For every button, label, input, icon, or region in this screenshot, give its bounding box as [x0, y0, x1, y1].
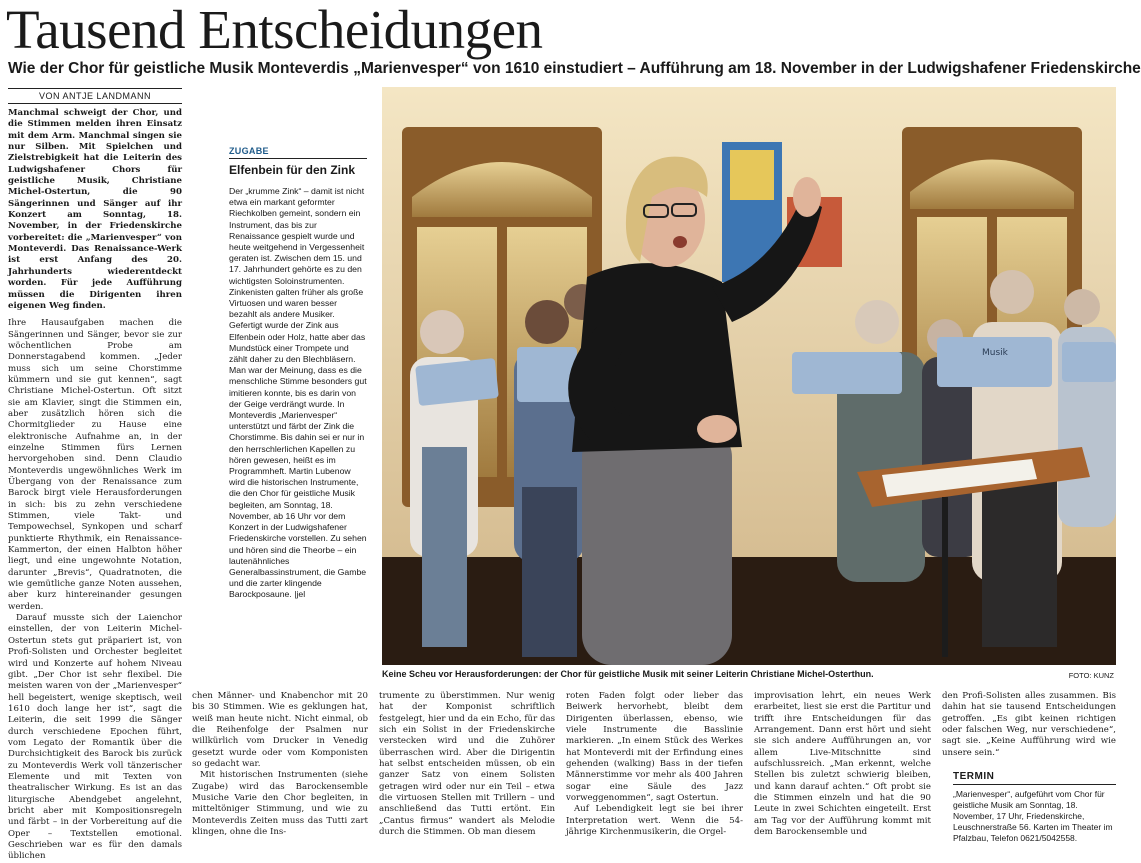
article-column-3 [379, 691, 555, 851]
photo-caption: Keine Scheu vor Herausforderungen: der Chor für geistliche Musik mit seiner Leiterin Christiane Michel-Osterthun. [382, 669, 874, 679]
body-paragraph: den Profi-Solisten alles zusammen. Bis dahin hat sie tausend Entscheidungen getroffen. „Es gibt keinen richtigen oder falschen Weg, nur verschiedene“, sagt sie. „Keine Aufführung wird wie unsere sein.“ [942, 691, 1116, 758]
photo-credit: FOTO: KUNZ [1068, 671, 1114, 680]
body-paragraph: chen Männer- und Knabenchor mit 20 bis 30 Stimmen. Wie es geklungen hat, weiß man heute nicht. Nicht einmal, ob die Reihenfolge der Psalmen nur willkürlich vom Drucker in Venedig gesetzt wurde oder vom Komponisten so gedacht war. [192, 691, 368, 770]
article-column-4 [566, 691, 743, 851]
byline: VON ANTJE LANDMANN [8, 88, 182, 104]
article-column-2 [192, 691, 368, 851]
termin-box [953, 771, 1116, 851]
booklet-label: Musik [982, 348, 1008, 358]
lead-paragraph: Manchmal schweigt der Chor, und die Stimmen melden ihren Einsatz mit dem Arm. Manchmal singen sie nur Silben. Mit Spielchen und Zielstrebigkeit hat die Leiterin des Ludwigshafener Chors für geistliche Musik, Christiane Michel-Ostertun, die 90 Sängerinnen und Sänger auf ihr Konzert am Sonntag, 18. November, in der Friedenskirche vorbereitet: die „Marienvesper“ von Monteverdi. Das Renaissance-Werk ist erst Anfang des 20. Jahrhunderts wiederentdeckt worden. Für jede Aufführung müssen die Dirigenten ihren eigenen Weg finden. [8, 108, 182, 311]
article-column-6 [942, 691, 1116, 771]
choir-photo [382, 87, 1116, 665]
sidebar-zugabe [229, 146, 367, 636]
termin-rule [953, 784, 1116, 785]
sidebar-rule [229, 158, 367, 159]
article-column-1 [8, 108, 182, 862]
body-paragraph: Mit historischen Instrumenten (siehe Zugabe) wird das Barockensemble Musiche Varie den Chor begleiten, in mitteltöniger Stimmung, und wie zu Monteverdis Zeiten muss das Tutti zart klingen, ohne die Ins- [192, 770, 368, 838]
body-paragraph: Auf Lebendigkeit legt sie bei ihrer Interpretation wert. Wenn die 54-jährige Kirchenmusikerin, die Orgel- [566, 804, 743, 838]
body-paragraph: improvisation lehrt, ein neues Werk erarbeitet, liest sie erst die Partitur und trifft ihre Entscheidungen für das Arrangement. Dann erst hört und sieht sie sich andere Aufführungen an, vor allem Live-Mitschnitte sind aufschlussreich. „Man erkennt, welche Stellen bis zuletzt schwierig bleiben, und kann darauf achten.“ Oft probt sie die Stimmen einzeln und hat die 90 Leute in zwei Schichten eingeteilt. Erst am Tag vor der Aufführung kommt mit dem Barockensemble und [754, 691, 931, 838]
body-paragraph: roten Faden folgt oder lieber das Beiwerk hervorhebt, bleibt dem Dirigenten überlassen, ebenso, wie viele Instrumente die Basslinie markieren. „In einem Stück des Werkes hat Monteverdi mit der Erfindung eines gehenden (walking) Bass in der tiefen Männerstimme vor mehr als 400 Jahren sogar eine Säule des Jazz vorweggenommen“, sagt Ostertun. [566, 691, 743, 804]
termin-title: TERMIN [953, 771, 995, 782]
subheadline: Wie der Chor für geistliche Musik Monteverdis „Marienvesper“ von 1610 einstudiert – Aufführung am 18. November in der Ludwigshafener Friedenskirche [8, 60, 1141, 77]
choir-photo-illustration [382, 87, 1116, 665]
body-paragraph: Darauf musste sich der Laienchor einstellen, der von Leiterin Michel-Ostertun stets gut präpariert ist, von Profi-Solisten und Orchester begleitet wird und Konzerte auf hohem Niveau gibt. „Der Chor ist sehr flexibel. Die meisten waren von der „Marienvesper“ hell begeistert, wenige skeptisch, weil 1610 doch lange her ist“, sagt die Leiterin, die seit 1999 die Sänger durch verschiedene Epochen führt, vom Legato der Romantik über die Durchsichtigkeit des Barock bis zurück zu Monteverdis Werk voll tänzerischer Elemente und mit Texten von theatralischer Wirkung. Es ist an das liturgische Abendgebet angelehnt, bricht aber mit Kompositionsregeln und färbt – in der Vorbereitung auf die Oper – Textstellen emotional. Geschrieben war es für den damals üblichen [8, 613, 182, 862]
article-column-5 [754, 691, 931, 851]
body-paragraph: Ihre Hausaufgaben machen die Sängerinnen und Sänger, bevor sie zur wöchentlichen Probe am Donnerstagabend kommen. „Jeder muss sich um seine Chorstimme kümmern und sie gut kennen“, sagt Christiane Michel-Ostertun. Oft sitzt sie am Klavier, singt die Stimmen ein, aber zusätzlich hören sich die Chormitglieder zu Hause eine elektronische Aufnahme an, in der einzelne Stimmen fürs Lernen hervorgehoben sind. Denn Claudio Monteverdis ungewöhnliches Werk im Übergang von der Renaissance zum Barock birgt viele Herausforderungen in sich: bis zu zehn verschiedene Stimmen, viele Takt- und Tempowechsel, Synkopen und scharf punktierte Rhythmik, ein Renaissance-Kammerton, der einen Halbton höher liegt, und eine ungewohnte Notation, darunter „Brevis“, Quadratnoten, die wie gemütliche ganze Noten aussehen, aber kurz hintereinander gesungen werden. [8, 318, 182, 612]
body-paragraph: trumente zu überstimmen. Nur wenig hat der Komponist schriftlich festgelegt, hier und da ein Echo, für das sich ein Solist in der Friedenskirche verstecken wird und die Zuhörer überraschen wird. Aber die Dirigentin hat selbst entscheiden müssen, ob ein ganzer Satz von einem Solisten getragen wird oder nur ein Teil – etwa die virtuosen Stellen mit Trillern – und anschließend das Tutti ertönt. Ein „Cantus firmus“ wandert als Melodie durch die Stimmen. Ob man diesem [379, 691, 555, 838]
termin-text: „Marienvesper“, aufgeführt vom Chor für geistliche Musik am Sonntag, 18. November, 17 Uhr, Friedenskirche, Leuschnerstraße 56. Karten im Theater im Pfalzbau, Telefon 0621/5042558. [953, 789, 1113, 843]
headline: Tausend Entscheidungen [6, 0, 543, 60]
sidebar-title: Elfenbein für den Zink [229, 163, 356, 177]
sidebar-text: Der „krumme Zink“ – damit ist nicht etwa ein markant geformter Riechkolben gemeint, sondern ein Instrument, das bis zur Renaissance gespielt wurde und heute weitgehend in Vergessenheit geraten ist. Zwischen dem 15. und 17. Jahrhundert gehörte es zu den wichtigsten Soloinstrumenten. Zinkenisten galten früher als große Virtuosen und waren besser bezahlt als andere Musiker. Gefertigt wurde der Zink aus Elfenbein oder Holz, hatte aber das Mundstück einer Trompete und zählt daher zu den Blechbläsern. Man war der Meinung, dass es die menschliche Stimme besonders gut imitieren konnte, bis es darin von der Geige verdrängt wurde. In Monteverdis „Marienvesper“ unterstützt und färbt der Zink die Chorstimme. Bis dahin sei er nur in den herrschlerlichen Kapellen zu hören gewesen, heißt es im Programmheft. Martin Lubenow wird die historischen Instrumente, die den Chor für geistliche Musik begleiten, am Sonntag, 18. November, ab 16 Uhr vor dem Konzert in der Ludwigshafener Friedenskirche vorstellen. Zu sehen und hören sind die Theorbe – ein lautenähnliches Generalbassinstrument, die Gambe und die zarter klingende Barockposaune. |jel [229, 186, 367, 600]
sidebar-kicker: ZUGABE [229, 146, 269, 156]
